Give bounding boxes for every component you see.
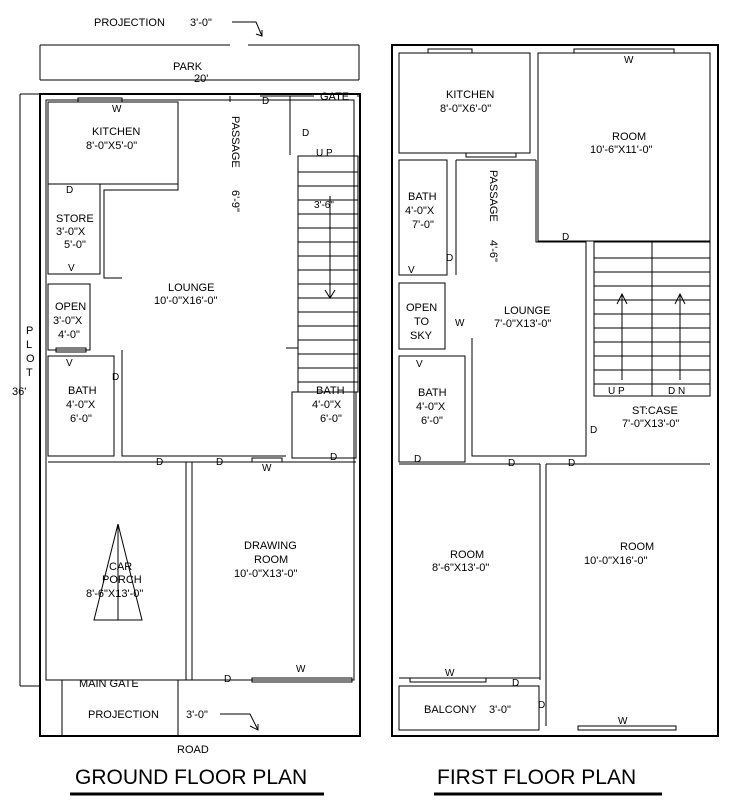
- gf-gate-label: GATE: [320, 91, 350, 103]
- gf-bath-left-name: BATH: [68, 385, 97, 397]
- gf-plot-O: O: [26, 353, 35, 365]
- gf-passage-name: PASSAGE: [229, 116, 241, 168]
- gf-stair-box: [298, 156, 358, 392]
- ff-bath-mid-name: BATH: [418, 387, 447, 399]
- ff-stair-door: D: [590, 425, 598, 436]
- ff-room-right-door: D: [568, 458, 576, 469]
- gf-lounge-name: LOUNGE: [168, 282, 215, 294]
- ff-open-window: W: [455, 318, 465, 329]
- ff-stair-name: ST:CASE: [632, 405, 678, 417]
- ff-balcony-size: 3'-0": [489, 704, 511, 716]
- gf-store-size1: 3'-0"X: [56, 226, 86, 238]
- gf-kitchen-size: 8'-0"X5'-0": [86, 140, 138, 152]
- ff-open-to-sky-l2: TO: [414, 316, 430, 328]
- gf-store-vent: V: [68, 263, 75, 274]
- ff-stair-down: D N: [668, 386, 686, 397]
- gf-kitchen-name: KITCHEN: [92, 126, 141, 138]
- gf-car-porch-size: 8'-6"X13'-0": [86, 588, 144, 600]
- gf-passage-size: 6'-9": [229, 190, 241, 212]
- ff-room-top-size: 10'-6"X11'-0": [590, 144, 653, 156]
- ff-bath-top-size1: 4'-0"X: [405, 205, 435, 217]
- gf-lower-walls: [48, 462, 356, 680]
- gf-projection-bottom-arrow: [220, 714, 258, 730]
- ff-open-vent: V: [416, 359, 423, 370]
- ff-stair-arrow-dn: [675, 294, 685, 380]
- ff-bath-mid-door: D: [414, 454, 422, 465]
- gf-stair-width: 3'-6": [314, 200, 334, 211]
- gf-projection-top-label: PROJECTION: [94, 17, 165, 29]
- ff-open-to-sky-l3: SKY: [410, 330, 433, 342]
- gf-main-gate-label: MAIN GATE: [79, 678, 139, 690]
- ff-passage-size: 4'-6": [487, 240, 499, 262]
- gf-open-size2: 4'-0": [58, 329, 80, 341]
- gf-park-label: PARK: [173, 61, 203, 73]
- ff-bath-top-name: BATH: [408, 191, 437, 203]
- gf-lounge-walls: [122, 348, 298, 456]
- gf-projection-top-dim: 3'-0": [190, 17, 212, 29]
- gf-drawing-door: D: [216, 457, 224, 468]
- gf-bath-right-door: D: [330, 452, 338, 463]
- gf-plot-dim: 36': [12, 386, 27, 398]
- gf-store-name: STORE: [56, 213, 94, 225]
- gf-open-name: OPEN: [55, 301, 87, 313]
- gf-drawing-size: 10'-0"X13'-0": [234, 568, 298, 580]
- gf-bath-right-name: BATH: [316, 385, 345, 397]
- gf-bath-left-door: D: [112, 372, 120, 383]
- ff-bath-mid-size2: 6'-0": [421, 415, 443, 427]
- gf-store-door: D: [66, 185, 74, 196]
- gf-lounge-window-label: W: [262, 463, 272, 474]
- ff-kitchen-name: KITCHEN: [446, 89, 495, 101]
- gf-bath-left-size2: 6'-0": [70, 413, 92, 425]
- ff-balcony-door: D: [512, 678, 520, 689]
- ff-room-top-window: [574, 49, 674, 53]
- gf-porch-door: D: [156, 457, 164, 468]
- ff-room-right-name: ROOM: [620, 541, 655, 553]
- ff-lounge-size: 7'-0"X13'-0": [494, 318, 552, 330]
- gf-drawing-name1: DRAWING: [244, 540, 297, 552]
- gf-passage-door: D: [262, 96, 270, 107]
- gf-car-porch-name2: PORCH: [102, 574, 142, 586]
- gf-projection-arrow: [232, 22, 262, 36]
- gf-projection-bottom-label: PROJECTION: [88, 709, 159, 721]
- ff-passage-name: PASSAGE: [487, 170, 499, 222]
- ff-room-left-window-label: W: [445, 668, 455, 679]
- gf-drawing-front-door: D: [224, 674, 232, 685]
- gf-kitchen-window-label: W: [112, 104, 122, 115]
- ff-balcony-door-2: D: [538, 700, 546, 711]
- ff-bath-mid-size1: 4'-0"X: [416, 401, 446, 413]
- ff-kitchen-window-2: [466, 153, 516, 157]
- gf-bath-left-size1: 4'-0"X: [66, 399, 96, 411]
- gf-projection-bottom-dim: 3'-0": [186, 709, 208, 721]
- ff-title: FIRST FLOOR PLAN: [437, 766, 637, 789]
- ff-room-left-door: D: [508, 458, 516, 469]
- gf-passage-walls: [104, 96, 290, 278]
- ff-room-right-size: 10'-0"X16'-0": [584, 555, 648, 567]
- gf-drawing-name2: ROOM: [254, 554, 289, 566]
- ff-room-top-name: ROOM: [612, 131, 647, 143]
- gf-stair-up: U P: [316, 148, 333, 159]
- ff-bath-top-vent: V: [408, 265, 415, 276]
- gf-drawing-window-label: W: [296, 664, 306, 675]
- gf-lounge-window: [252, 458, 282, 462]
- ff-stair-size: 7'-0"X13'-0": [622, 418, 680, 430]
- gf-stair-door: D: [302, 128, 310, 139]
- gf-lounge-size: 10'-0"X16'-0": [154, 295, 218, 307]
- ff-room-top-door: D: [562, 232, 570, 243]
- ff-balcony-name: BALCONY: [424, 704, 477, 716]
- ff-lounge-name: LOUNGE: [504, 305, 551, 317]
- ff-lower-walls: [399, 464, 710, 726]
- ff-bath-top-size2: 7'-0": [412, 219, 434, 231]
- ff-stair-arrow-up: [617, 294, 627, 380]
- ff-stair-up: U P: [608, 386, 625, 397]
- ground-floor-plan: [12, 17, 360, 794]
- ff-bath-top-door: D: [446, 253, 454, 264]
- ff-room-left-name: ROOM: [450, 549, 485, 561]
- gf-plot-T: T: [26, 367, 33, 379]
- gf-open-vent-label: V: [66, 358, 73, 369]
- gf-open-size1: 3'-0"X: [53, 315, 83, 327]
- first-floor-plan: [392, 45, 718, 794]
- gf-bath-right-size2: 6'-0": [320, 413, 342, 425]
- ff-kitchen-window: [428, 49, 472, 53]
- ff-bath-top: [399, 160, 447, 275]
- gf-plot-P: P: [26, 325, 34, 337]
- gf-width-dim: 20': [194, 73, 209, 85]
- ff-room-right-window-label: W: [618, 716, 628, 727]
- gf-plot-L: L: [26, 339, 33, 351]
- gf-store-size2: 5'-0": [64, 239, 86, 251]
- ff-open-to-sky-l1: OPEN: [406, 302, 438, 314]
- gf-title: GROUND FLOOR PLAN: [75, 766, 308, 789]
- ff-room-top-window-label: W: [624, 55, 634, 66]
- gf-car-porch-name1: CAR: [109, 561, 133, 573]
- gf-road-label: ROAD: [177, 744, 209, 756]
- ff-room-left-size: 8'-6"X13'-0": [432, 562, 490, 574]
- gf-stair-arrow: [325, 196, 335, 298]
- gf-bath-right-size1: 4'-0"X: [312, 399, 342, 411]
- ff-kitchen-size: 8'-0"X6'-0": [440, 103, 492, 115]
